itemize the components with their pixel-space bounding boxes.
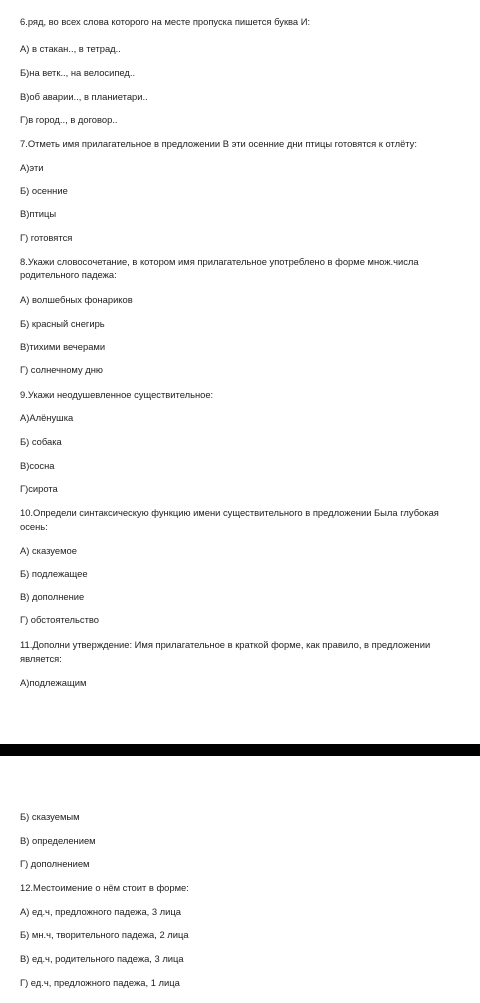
question-11-text-line2: является:	[20, 653, 62, 664]
question-12-option-a: А) ед.ч, предложного падежа, 3 лица	[20, 906, 181, 917]
question-7-text: 7.Отметь имя прилагательное в предложении В эти осенние дни птицы готовятся к отлёту:	[20, 138, 417, 149]
question-9-option-c: В)сосна	[20, 460, 55, 471]
question-7-option-b: Б) осенние	[20, 185, 68, 196]
question-7-option-c: В)птицы	[20, 208, 57, 219]
question-6-option-d: Г)в город.., в договор..	[20, 114, 118, 125]
question-8-text-line2: родительного падежа:	[20, 269, 117, 280]
question-12-option-c: В) ед.ч, родительного падежа, 3 лица	[20, 953, 184, 964]
question-8-option-c: В)тихими вечерами	[20, 341, 106, 352]
question-12-option-b: Б) мн.ч, творительного падежа, 2 лица	[20, 929, 189, 940]
question-10-text-line2: осень:	[20, 521, 48, 532]
question-8-option-b: Б) красный снегирь	[20, 318, 105, 329]
question-6-option-c: В)об аварии.., в планиетари..	[20, 91, 148, 102]
question-7-option-a: А)эти	[20, 162, 44, 173]
question-10-option-a: А) сказуемое	[20, 545, 77, 556]
question-12-option-d: Г) ед.ч, предложного падежа, 1 лица	[20, 977, 180, 988]
question-10-text-line1: 10.Определи синтаксическую функцию имени существительного в предложении Была глубокая	[20, 507, 439, 518]
question-8-text-line1: 8.Укажи словосочетание, в котором имя прилагательное употреблено в форме множ.числа	[20, 256, 419, 267]
question-11-text-line1: 11.Дополни утверждение: Имя прилагательное в краткой форме, как правило, в предложении	[20, 639, 431, 650]
question-8-option-a: А) волшебных фонариков	[20, 294, 133, 305]
question-11-option-b: Б) сказуемым	[20, 811, 80, 822]
question-11-option-c: В) определением	[20, 835, 96, 846]
question-9-option-d: Г)сирота	[20, 483, 58, 494]
question-9-option-b: Б) собака	[20, 436, 62, 447]
question-6-text: 6.ряд, во всех слова которого на месте пропуска пишется буква И:	[20, 16, 311, 27]
question-12-text: 12.Местоимение о нём стоит в форме:	[20, 882, 189, 893]
question-8-option-d: Г) солнечному дню	[20, 364, 103, 375]
question-10-option-d: Г) обстоятельство	[20, 614, 99, 625]
question-6-option-a: А) в стакан.., в тетрад..	[20, 43, 121, 54]
question-9-option-a: А)Алёнушка	[20, 412, 74, 423]
page-separator	[0, 744, 480, 756]
question-10-option-b: Б) подлежащее	[20, 568, 88, 579]
question-6-option-b: Б)на ветк.., на велосипед..	[20, 67, 136, 78]
question-9-text: 9.Укажи неодушевленное существительное:	[20, 389, 214, 400]
question-11-option-d: Г) дополнением	[20, 858, 90, 869]
question-10-option-c: В) дополнение	[20, 591, 85, 602]
question-11-option-a: А)подлежащим	[20, 677, 87, 688]
question-7-option-d: Г) готовятся	[20, 232, 73, 243]
